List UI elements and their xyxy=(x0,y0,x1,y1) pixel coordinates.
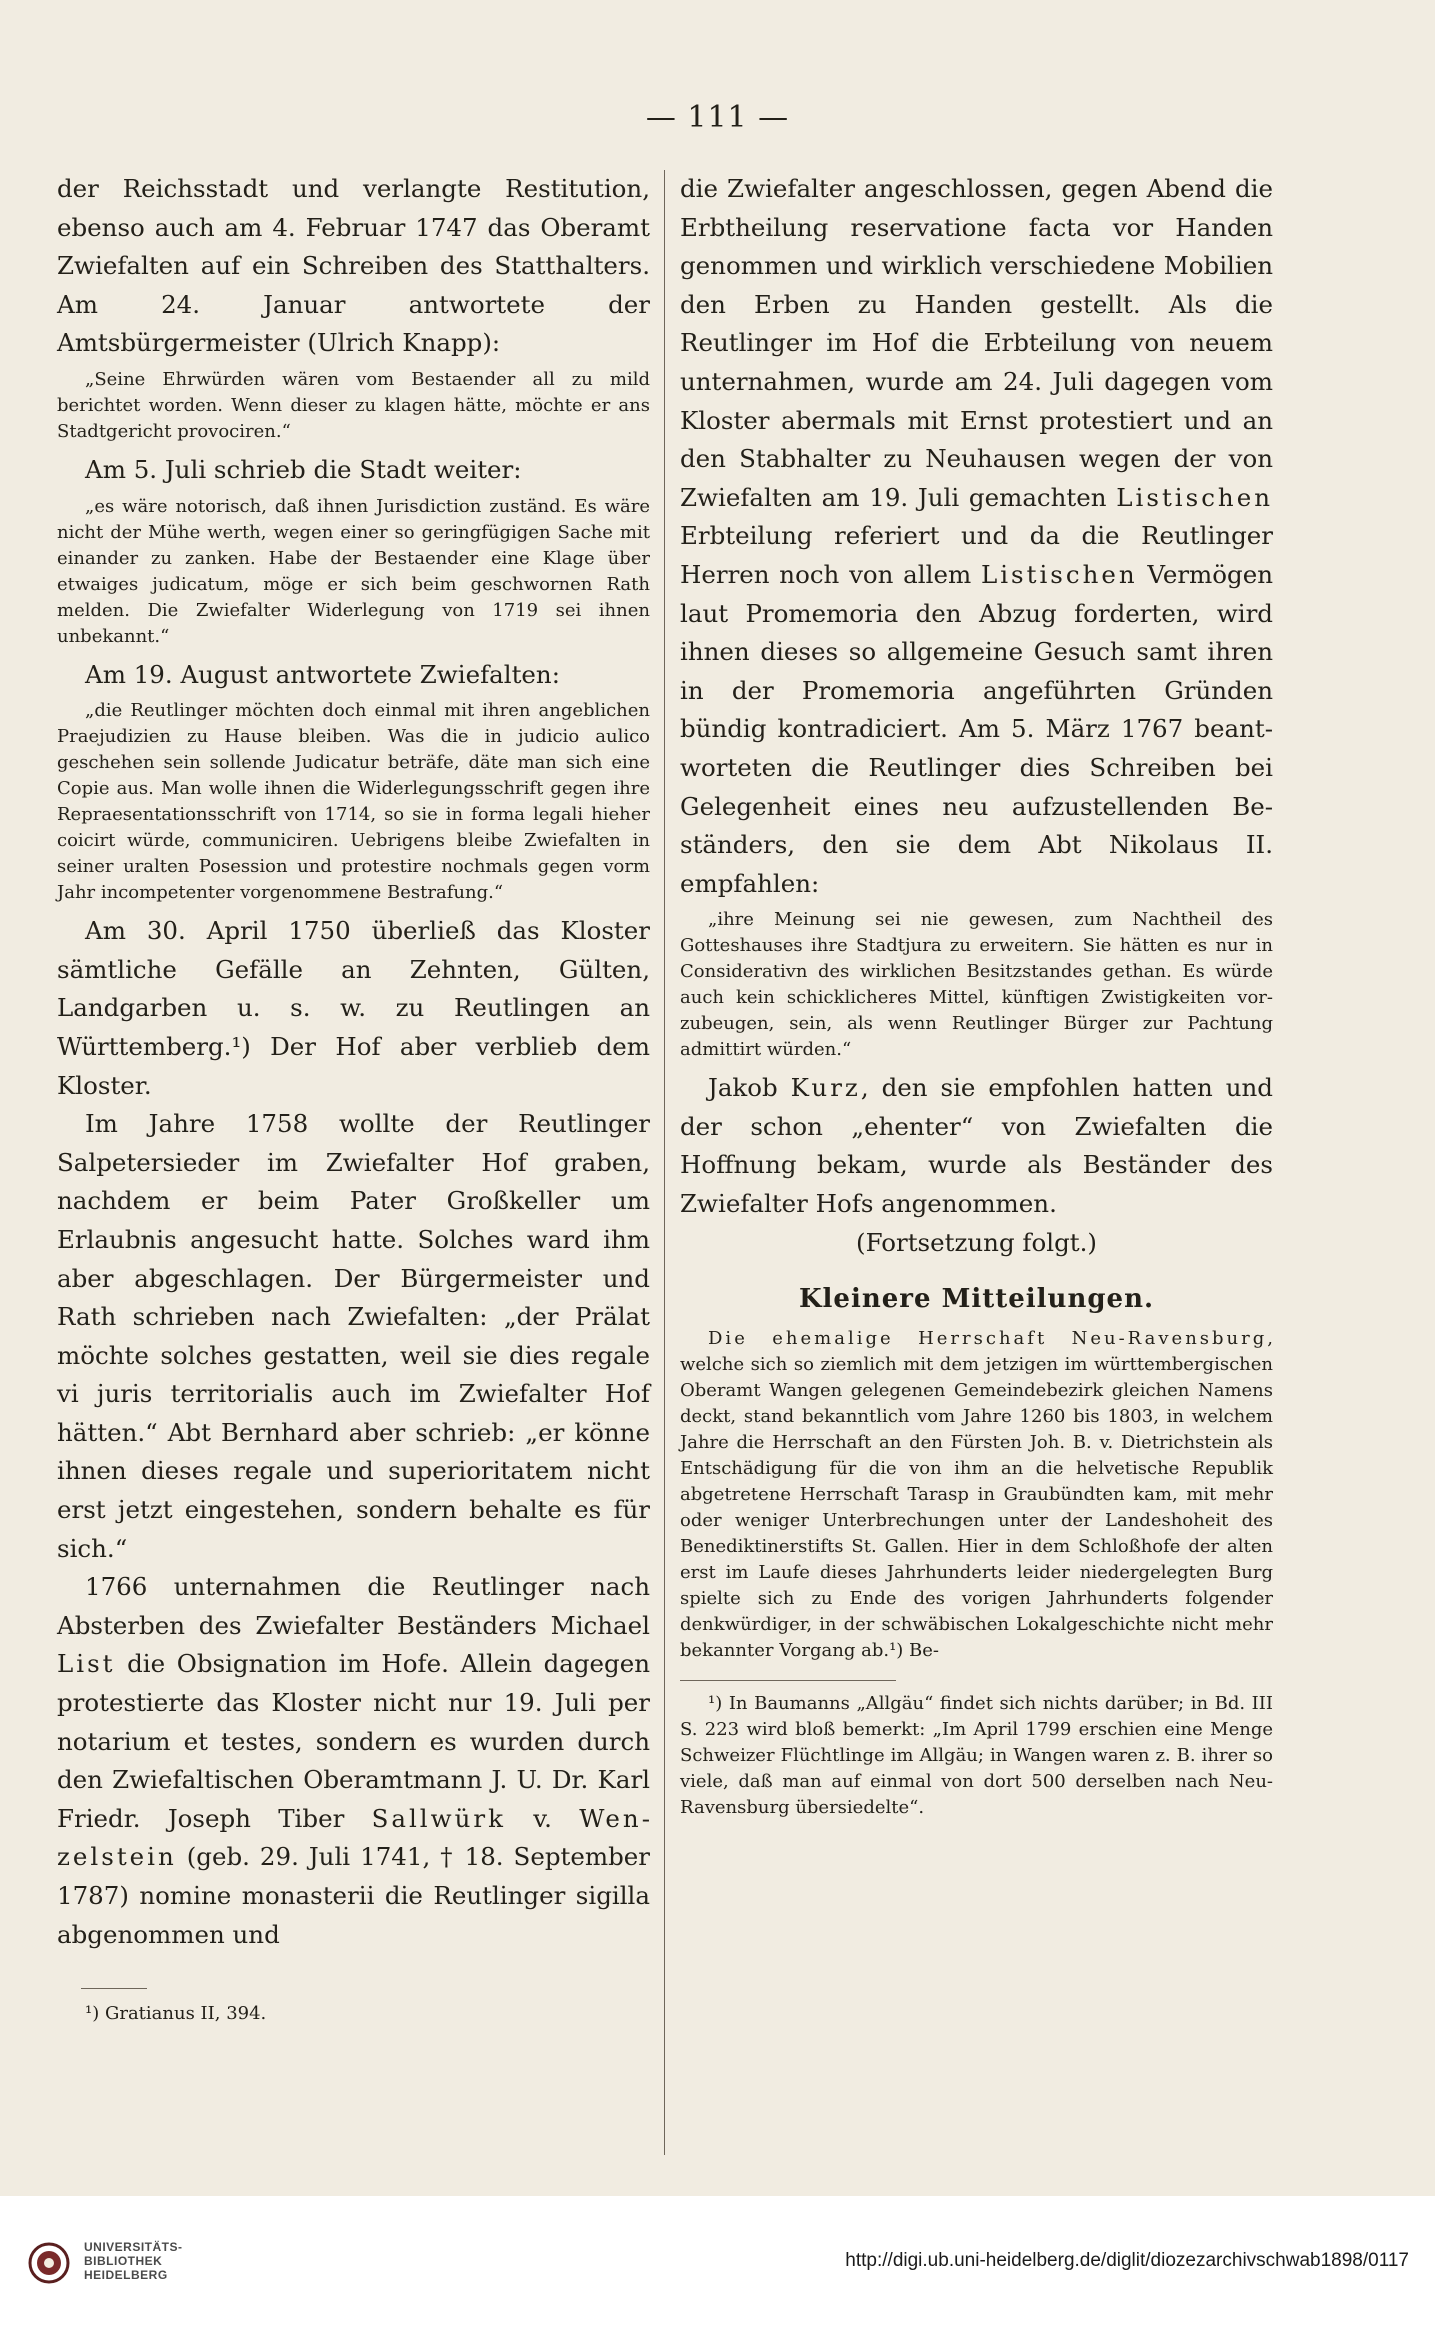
spaced-name: List xyxy=(57,1649,116,1679)
paragraph: Am 5. Juli schrieb die Stadt weiter: xyxy=(85,454,522,484)
institution-line: UNIVERSITÄTS- xyxy=(84,2240,183,2254)
footnote-divider xyxy=(680,1680,896,1681)
spaced-name: Wenzelstein xyxy=(57,1803,650,1872)
institution-line: BIBLIOTHEK xyxy=(84,2254,163,2268)
spaced-name: Die ehemalige Herrschaft Neu-Ravensburg xyxy=(708,1328,1268,1350)
footnote: ¹) In Baumanns „Allgäu“ findet sich nichts darüber; in Bd. III S. 223 wird bloß bemerkt: „Im April 1799 erschien eine Menge Schweizer Flüchtlinge im Allgäu; in Wangen waren z. B. ihrer so viele, daß man auf einmal von dort 500 derselben nach Neu-Ravensburg übersiedelte“. xyxy=(680,1693,1273,1819)
source-url-link[interactable]: http://digi.ub.uni-heidelberg.de/diglit/diozezarchivschwab1898/0117 xyxy=(845,2250,1409,2271)
right-column xyxy=(680,170,1273,1821)
quote: „die Reutlinger möchten doch einmal mit ihren angeblichen Praejudizien zu Hause bleiben. Was die in judicio aulico geschehen sein sollende Judicatur beträfe, däte man sich eine Copie aus. Man wolle ihnen die Widerlegungsschrift gegen ihre Repraesentationsschrift von 1714, so sie in forma legali hieher coicirt würde, communiciren. Uebrigens bleibe Zwiefalten in seiner uralten Posession und protestire nochmals gegen vorm Jahr incompetenter vorgenommene Bestrafung.“ xyxy=(57,700,650,904)
spaced-name: Listischen xyxy=(1116,482,1273,512)
university-seal-icon xyxy=(28,2242,70,2284)
institution-name xyxy=(84,2240,183,2282)
spaced-name: Kurz xyxy=(790,1073,861,1103)
footnote: ¹) Gratianus II, 394. xyxy=(85,2003,267,2025)
paragraph xyxy=(680,1326,1273,1664)
paragraph xyxy=(680,170,1273,903)
paragraph xyxy=(680,1069,1273,1223)
page-number: — 111 — xyxy=(645,100,790,135)
left-column xyxy=(57,170,650,2027)
paragraph: Im Jahre 1758 wollte der Reutlinger Salpetersieder im Zwiefalter Hof graben, nachdem er beim Pater Großkeller um Erlaubnis angesucht hatte. Solches ward ihm aber abgeschlagen. Der Bürgermeister und Rath schrieben nach Zwiefalten: „der Prälat möchte solches gestatten, weil sie dies regale vi juris territorialis auch im Zwiefalter Hof hätten.“ Abt Bernhard aber schrieb: „er könne ihnen dieses regale und superioritatem nicht erst jetzt eingestehen, sondern behalte es für sich.“ xyxy=(57,1109,650,1563)
text-run: die Zwiefalter angeschlossen, gegen Abend die Erbtheilung reservatione facta vor Handen genommen und wirklich verschiedene Mobilien den Erben zu Handen gestellt. Als die Reutlinger im Hof die Erbteilung von neuem unternahmen, wurde am 24. Juli dagegen vom Kloster abermals mit Ernst protestiert und an den Stabhalter zu Neuhausen wegen der von Zwiefalten am 19. Juli gemachten xyxy=(680,174,1273,512)
quote: „es wäre notorisch, daß ihnen Jurisdiction zuständ. Es wäre nicht der Mühe werth, wegen einer so geringfügigen Sache mit einander zu zanken. Habe der Bestaender eine Klage über etwaiges judicatum, möge er sich beim geschwornen Rath melden. Die Zwiefalter Widerlegung von 1719 sei ihnen unbekannt.“ xyxy=(57,495,650,647)
column-divider xyxy=(664,170,665,2155)
institution-line: HEIDELBERG xyxy=(84,2268,168,2282)
footnote-divider xyxy=(81,1988,147,1989)
quote: „Seine Ehrwürden wären vom Bestaender all zu mild berichtet worden. Wenn dieser zu klagen hätte, möchte er ans Stadtgericht provociren.“ xyxy=(57,368,650,442)
text-run: 1766 unternahmen die Reutlinger nach Absterben des Zwiefalter Beständers Michael xyxy=(57,1572,650,1640)
spaced-name: Sallwürk xyxy=(371,1803,506,1833)
quote: „ihre Meinung sei nie gewesen, zum Nachtheil des Gotteshauses ihre Stadtjura zu erweitern. Sie hätten es nur in Considerativn des wirklichen Besitzstandes gethan. Es würde auch kein schicklicheres Mittel, künftigen Zwistigkeiten vorzubeugen, sein, als wenn Reutlinger Bürger zur Pachtung admittirt würden.“ xyxy=(680,909,1273,1061)
section-title: Kleinere Mitteilungen. xyxy=(798,1284,1155,1315)
text-run: (geb. 29. Juli 1741, † 18. September 1787) nomine monasterii die Reutlinger sigilla abgenommen und xyxy=(57,1842,650,1949)
text-run: v. xyxy=(505,1803,580,1833)
text-run: die Obsignation im Hofe. Allein dagegen protestierte das Kloster nicht nur 19. Juli per notarium et testes, sondern es wurden durch den Zwiefaltischen Oberamtmann J. U. Dr. Karl Friedr. Joseph Tiber xyxy=(57,1649,650,1833)
text-run: Erbteilung referiert und da die Reutlinger Herren noch von allem xyxy=(680,521,1273,589)
text-run: , den sie empfohlen hatten und der schon „ehenter“ von Zwiefalten die Hoffnung bekam, wurde als Beständer des Zwiefalter Hofs angenommen. xyxy=(680,1073,1273,1219)
text-run: Jakob xyxy=(708,1073,791,1103)
paragraph: Am 30. April 1750 überließ das Kloster sämtliche Gefälle an Zehnten, Gülten, Landgarben u. s. w. zu Reutlingen an Württemberg.¹) Der Hof aber verblieb dem Kloster. xyxy=(57,916,650,1100)
footer-bar xyxy=(0,2196,1435,2336)
text-run: Vermögen laut Promemoria den Abzug forderten, wird ihnen dieses so allgemeine Gesuch samt ihren in der Promemoria angeführten Gründen bündig kontradiciert. Am 5. März 1767 beantworteten die Reutlinger dies Schreiben bei Gelegenheit eines neu aufzustellenden Beständers, den sie dem Abt Nikolaus II. empfahlen: xyxy=(680,559,1273,898)
paragraph: der Reichsstadt und verlangte Restitution, ebenso auch am 4. Februar 1747 das Oberamt Zwiefalten auf ein Schreiben des Statthalters. Am 24. Januar antwortete der Amtsbürgermeister (Ulrich Knapp): xyxy=(57,174,650,358)
spaced-name: Listischen xyxy=(980,559,1138,589)
paragraph xyxy=(57,1568,650,1954)
paragraph: Am 19. August antwortete Zwiefalten: xyxy=(85,659,560,689)
continuation-note: (Fortsetzung folgt.) xyxy=(856,1227,1097,1257)
text-run: , welche sich so ziemlich mit dem jetzigen im württembergischen Oberamt Wangen gelegenen Gemeindebezirk gleichen Namens deckt, stand bekanntlich vom Jahre 1260 bis 1803, in welchem Jahre die Herrschaft an den Fürsten Joh. B. v. Dietrichstein als Entschädigung für die von ihm an die helvetische Republik abgetretene Herrschaft Tarasp in Graubündten kam, mit mehr oder weniger Unterbrechungen unter der Landeshoheit des Benediktinerstifts St. Gallen. Hier in dem Schloßhofe der alten erst im Laufe dieses Jahrhunderts leider niedergelegten Burg spielte sich zu Ende des vorigen Jahrhunderts folgender denkwürdiger, in der schwäbischen Lokalgeschichte nicht mehr bekannter Vorgang ab.¹) Be- xyxy=(680,1328,1273,1662)
